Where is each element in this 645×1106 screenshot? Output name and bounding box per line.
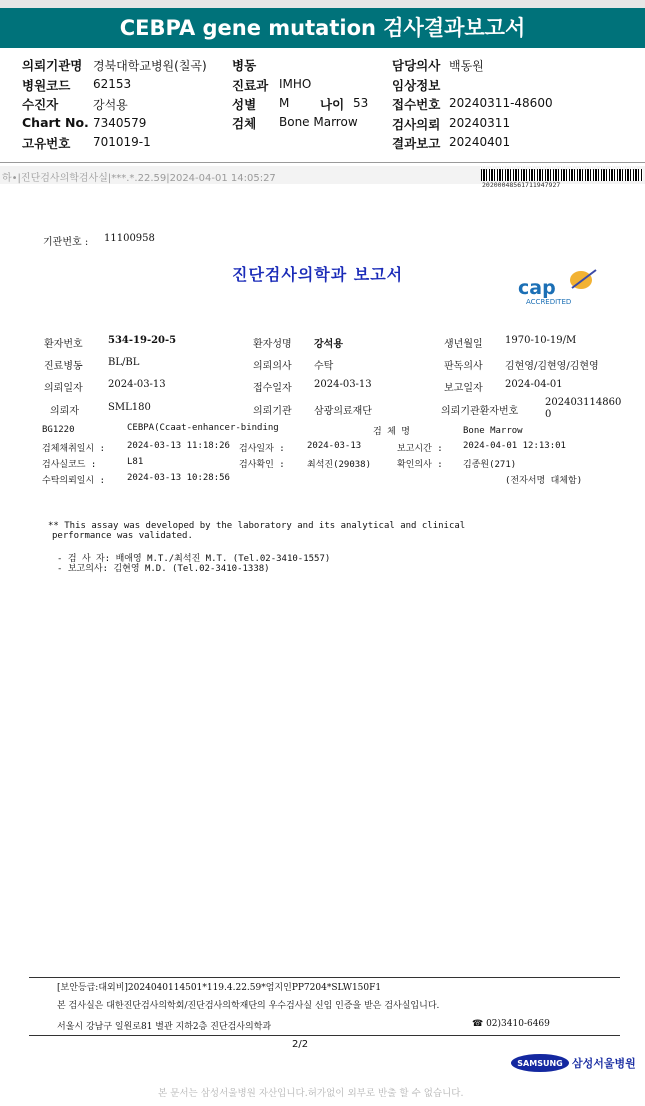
label-unique-no: 고유번호: [22, 136, 71, 151]
value-doctor: 백동원: [449, 59, 484, 73]
samsung-logo-text: SAMSUNG: [517, 1059, 563, 1068]
test-code: BG1220: [42, 425, 75, 435]
test-date: 2024-03-13: [307, 441, 362, 451]
request-inst-label: 의뢰기관: [253, 406, 292, 417]
label-request-date: 검사의뢰: [392, 117, 441, 132]
check-doctor-label: 확인의사 :: [397, 460, 443, 470]
dob-label: 생년월일: [444, 339, 483, 350]
cap-logo-sub: ACCREDITED: [526, 298, 572, 306]
specimen: Bone Marrow: [463, 426, 523, 436]
requester: SML180: [108, 402, 151, 413]
collect: 2024-03-13 11:18:26: [127, 441, 230, 451]
dob: 1970-10-19/M: [505, 335, 577, 346]
receive-date: 2024-03-13: [314, 379, 372, 390]
value-report-date: 20240401: [449, 135, 511, 149]
label-institution: 의뢰기관명: [22, 58, 83, 73]
reading-doctor: 김현영/김현영/김현영: [505, 361, 599, 372]
barcode-number: 20200048561711947927: [482, 181, 561, 189]
test-date-label: 검사일자 :: [239, 444, 285, 454]
value-specimen: Bone Marrow: [279, 115, 358, 129]
value-department: IMHO: [279, 77, 312, 91]
request-date-label: 의뢰일자: [44, 383, 83, 394]
report-title: 진단검사의학과 보고서: [232, 265, 404, 284]
report-date-label: 보고일자: [444, 383, 483, 394]
report-time: 2024-04-01 12:13:01: [463, 441, 566, 451]
confirm: 최석진(29038): [307, 460, 372, 470]
footer-top-rule: [29, 977, 620, 978]
patient-name: 강석용: [314, 339, 343, 350]
value-age: 53: [353, 96, 369, 110]
cap-logo-text: cap: [518, 277, 556, 299]
specimen-label: 검 체 명: [373, 427, 410, 437]
label-clinical-info: 임상정보: [392, 78, 441, 93]
top-edge: [0, 0, 645, 8]
reg-no: 534-19-20-5: [108, 335, 177, 346]
inst-number-label: 기관번호 :: [43, 237, 89, 248]
header-divider: [0, 162, 645, 163]
print-info: 하•|진단검사의학검사실|***.*.22.59|2024-04-01 14:05:27: [2, 173, 276, 184]
value-chart-no: 7340579: [93, 116, 147, 130]
request-doctor: 수탁: [314, 361, 334, 372]
address-line: 서울시 강남구 일원로81 별관 지하2층 진단검사의학과: [57, 1022, 272, 1032]
lab-code: L81: [127, 457, 144, 467]
label-hospital-code: 병원코드: [22, 78, 71, 93]
consign: 2024-03-13 10:28:56: [127, 473, 230, 483]
report-banner: CEBPA gene mutation 검사결과보고서: [0, 8, 645, 48]
collect-label: 검체채취일시 :: [42, 444, 106, 454]
label-age: 나이: [320, 97, 345, 112]
confirm-label: 검사확인 :: [239, 460, 285, 470]
report-date: 2024-04-01: [505, 379, 563, 390]
staff-reporter: - 보고의사: 김현영 M.D. (Tel.02-3410-1338): [57, 564, 270, 574]
phone-line: ☎ 02)3410-6469: [472, 1019, 550, 1029]
ward: BL/BL: [108, 357, 140, 368]
validation-note-2: performance was validated.: [52, 531, 193, 541]
validation-note-1: ** This assay was developed by the laboratory and its analytical and clinical: [48, 521, 466, 531]
staff-tester: - 검 사 자: 배애영 M.T./최석진 M.T. (Tel.02-3410-1557): [57, 554, 331, 564]
inst-patient-no-label: 의뢰기관환자번호: [441, 406, 519, 417]
inst-number: 11100958: [104, 233, 155, 244]
request-inst: 삼광의료재단: [314, 406, 372, 417]
label-sex: 성별: [232, 97, 257, 112]
label-department: 진료과: [232, 78, 269, 93]
ward-label: 진료병동: [44, 361, 83, 372]
request-doctor-label: 의뢰의사: [253, 361, 292, 372]
value-patient: 강석용: [93, 98, 128, 112]
label-specimen: 검체: [232, 116, 257, 131]
lab-code-label: 검사실코드 :: [42, 460, 97, 470]
label-doctor: 담당의사: [392, 58, 441, 73]
test-name: CEBPA(Ccaat-enhancer-binding: [127, 423, 279, 433]
barcode-image: [481, 169, 643, 181]
page-number: 2/2: [292, 1039, 309, 1050]
label-report-date: 결과보고: [392, 136, 441, 151]
security-line: [보안등급:대외비]2024040114501*119.4.22.59*엄지인PP7204*SLW150F1: [57, 983, 382, 993]
reading-doctor-label: 판독의사: [444, 361, 483, 372]
value-institution: 경북대학교병원(칠곡): [93, 59, 207, 73]
request-date: 2024-03-13: [108, 379, 166, 390]
hospital-name: 삼성서울병원: [572, 1057, 636, 1070]
report-time-label: 보고시간 :: [397, 444, 443, 454]
label-patient: 수진자: [22, 97, 59, 112]
value-hospital-code: 62153: [93, 77, 132, 91]
esign-note: (전자서명 대체함): [505, 476, 583, 486]
label-ward: 병동: [232, 58, 257, 73]
consign-label: 수탁의뢰일시 :: [42, 476, 106, 486]
receive-date-label: 접수일자: [253, 383, 292, 394]
value-request-date: 20240311: [449, 116, 511, 130]
check-doctor: 김종원(271): [463, 460, 517, 470]
label-receipt-no: 접수번호: [392, 97, 441, 112]
reg-no-label: 환자번호: [44, 339, 83, 350]
inst-patient-no-2: 0: [545, 409, 552, 420]
footer-bottom-rule: [29, 1035, 620, 1036]
value-sex: M: [279, 96, 290, 110]
name-label: 환자성명: [253, 339, 292, 350]
certification-line: 본 검사실은 대한진단검사의학회/진단검사의학재단의 우수검사실 신임 인증을 받은 검사실입니다.: [57, 1001, 440, 1011]
inst-patient-no-1: 202403114860: [545, 397, 622, 408]
requester-label: 의뢰자: [50, 406, 79, 417]
value-receipt-no: 20240311-48600: [449, 96, 553, 110]
confidential-notice: 본 문서는 삼성서울병원 자산입니다.허가없이 외부로 반출 할 수 없습니다.: [158, 1088, 464, 1099]
cap-accredited-logo: [516, 268, 600, 308]
label-chart-no: Chart No.: [22, 115, 89, 130]
value-unique-no: 701019-1: [93, 135, 151, 149]
samsung-logo: [510, 1053, 570, 1073]
